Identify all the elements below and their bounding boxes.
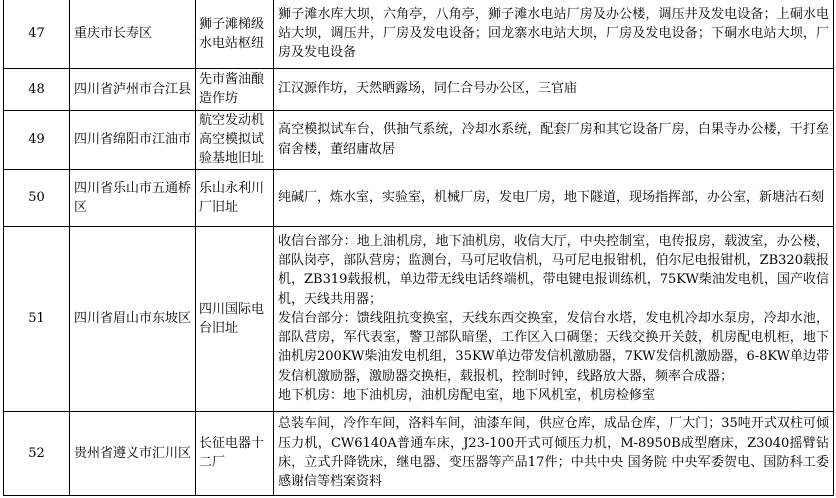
row-location: 四川省泸州市合江县: [70, 68, 196, 110]
row-number: 47: [4, 0, 70, 68]
row-site-name: 先市酱油酿造作坊: [196, 68, 274, 110]
description-text: 纯碱厂，炼水室，实验室，机械厂房，发电厂房，地下隧道，现场指挥部，办公室，新塘沽石刻: [278, 189, 825, 205]
table-row: [4, 411, 834, 495]
row-location: 四川省乐山市五通桥区: [70, 169, 196, 226]
table-row: [4, 110, 834, 169]
row-site-name: 四川国际电台旧址: [196, 226, 274, 411]
description-text: 狮子滩水库大坝，六角亭，八角亭，狮子滩水电站厂房及办公楼，调压井及发电设备；上硐水电站大坝，调压井，厂房及发电设备；回龙寨水电站大坝，厂房及发电设备；下硐水电站大坝，厂房及发电设备: [278, 6, 829, 61]
row-site-name: 航空发动机高空模拟试验基地旧址: [196, 110, 274, 169]
description-text: 高空模拟试车台，供抽气系统，冷却水系统，配套厂房和其它设备厂房，白果寺办公楼，干打垒宿舍楼，董绍庸故居: [278, 122, 829, 157]
row-site-name: 长征电器十二厂: [196, 411, 274, 495]
heritage-table: [3, 0, 834, 496]
row-number: 49: [4, 110, 70, 169]
row-number: 51: [4, 226, 70, 411]
row-location: 贵州省遵义市汇川区: [70, 411, 196, 495]
row-description: [274, 0, 834, 68]
table-row: [4, 68, 834, 110]
row-description: [274, 226, 834, 411]
row-description: [274, 68, 834, 110]
row-location: 重庆市长寿区: [70, 0, 196, 68]
description-receiving-section: 收信台部分：地上油机房，地下油机房，收信大厅，中央控制室，电传报房，载波室，办公楼，部队岗亭，部队营房；监测台，马可尼收信机，马可尼电报钳机，伯尔尼电报钳机，ZB320载报机，ZB319载报机，单边带无线电话终端机，带电键电报训练机，75KW柴油发电机，国产收信机，天线共用器；: [278, 233, 829, 307]
row-number: 48: [4, 68, 70, 110]
description-transmitting-section: 发信台部分：馈线阻抗变换室，天线东西交换室，发信台水塔，发电机冷却水泵房，冷却水池，部队营房，军代表室，警卫部队暗堡，工作区入口碉堡；天线交换开关鼓，机房配电机柜，地下油机房200KW柴油发电机组，35KW单边带发信机激励器，7KW发信机激励器，6-8KW单边带发信机激励器，激励器交换柜，载报机，控制时钟，线路放大器，频率合成器；: [278, 310, 830, 384]
row-site-name: 乐山永利川厂旧址: [196, 169, 274, 226]
row-location: 四川省绵阳市江油市: [70, 110, 196, 169]
description-text: 江汉源作坊，天然晒露场，同仁合号办公区，三官庙: [278, 81, 578, 97]
row-description: [274, 110, 834, 169]
table-row: [4, 226, 834, 411]
row-number: 52: [4, 411, 70, 495]
row-location: 四川省眉山市东坡区: [70, 226, 196, 411]
row-site-name: 狮子滩梯级水电站枢纽: [196, 0, 274, 68]
row-number: 50: [4, 169, 70, 226]
row-description: [274, 169, 834, 226]
table-row: [4, 0, 834, 68]
table-row: [4, 169, 834, 226]
row-description: [274, 411, 834, 495]
description-underground-section: 地下机房：地下油机房，油机房配电室，地下风机室，机房检修室: [278, 388, 656, 404]
description-text: 总装车间，冷作车间，洛料车间，油漆车间，供应仓库，成品仓库，厂大门；35吨开式双柱可倾压力机，CW6140A普通车床，J23-100开式可倾压力机，M-8950B成型磨床，Z3040摇臂钻床，立式升降铣床，继电器、变压器等产品17件；中共中央 国务院 中央军委贺电、国防科工委感谢信等档案资料: [278, 416, 829, 490]
